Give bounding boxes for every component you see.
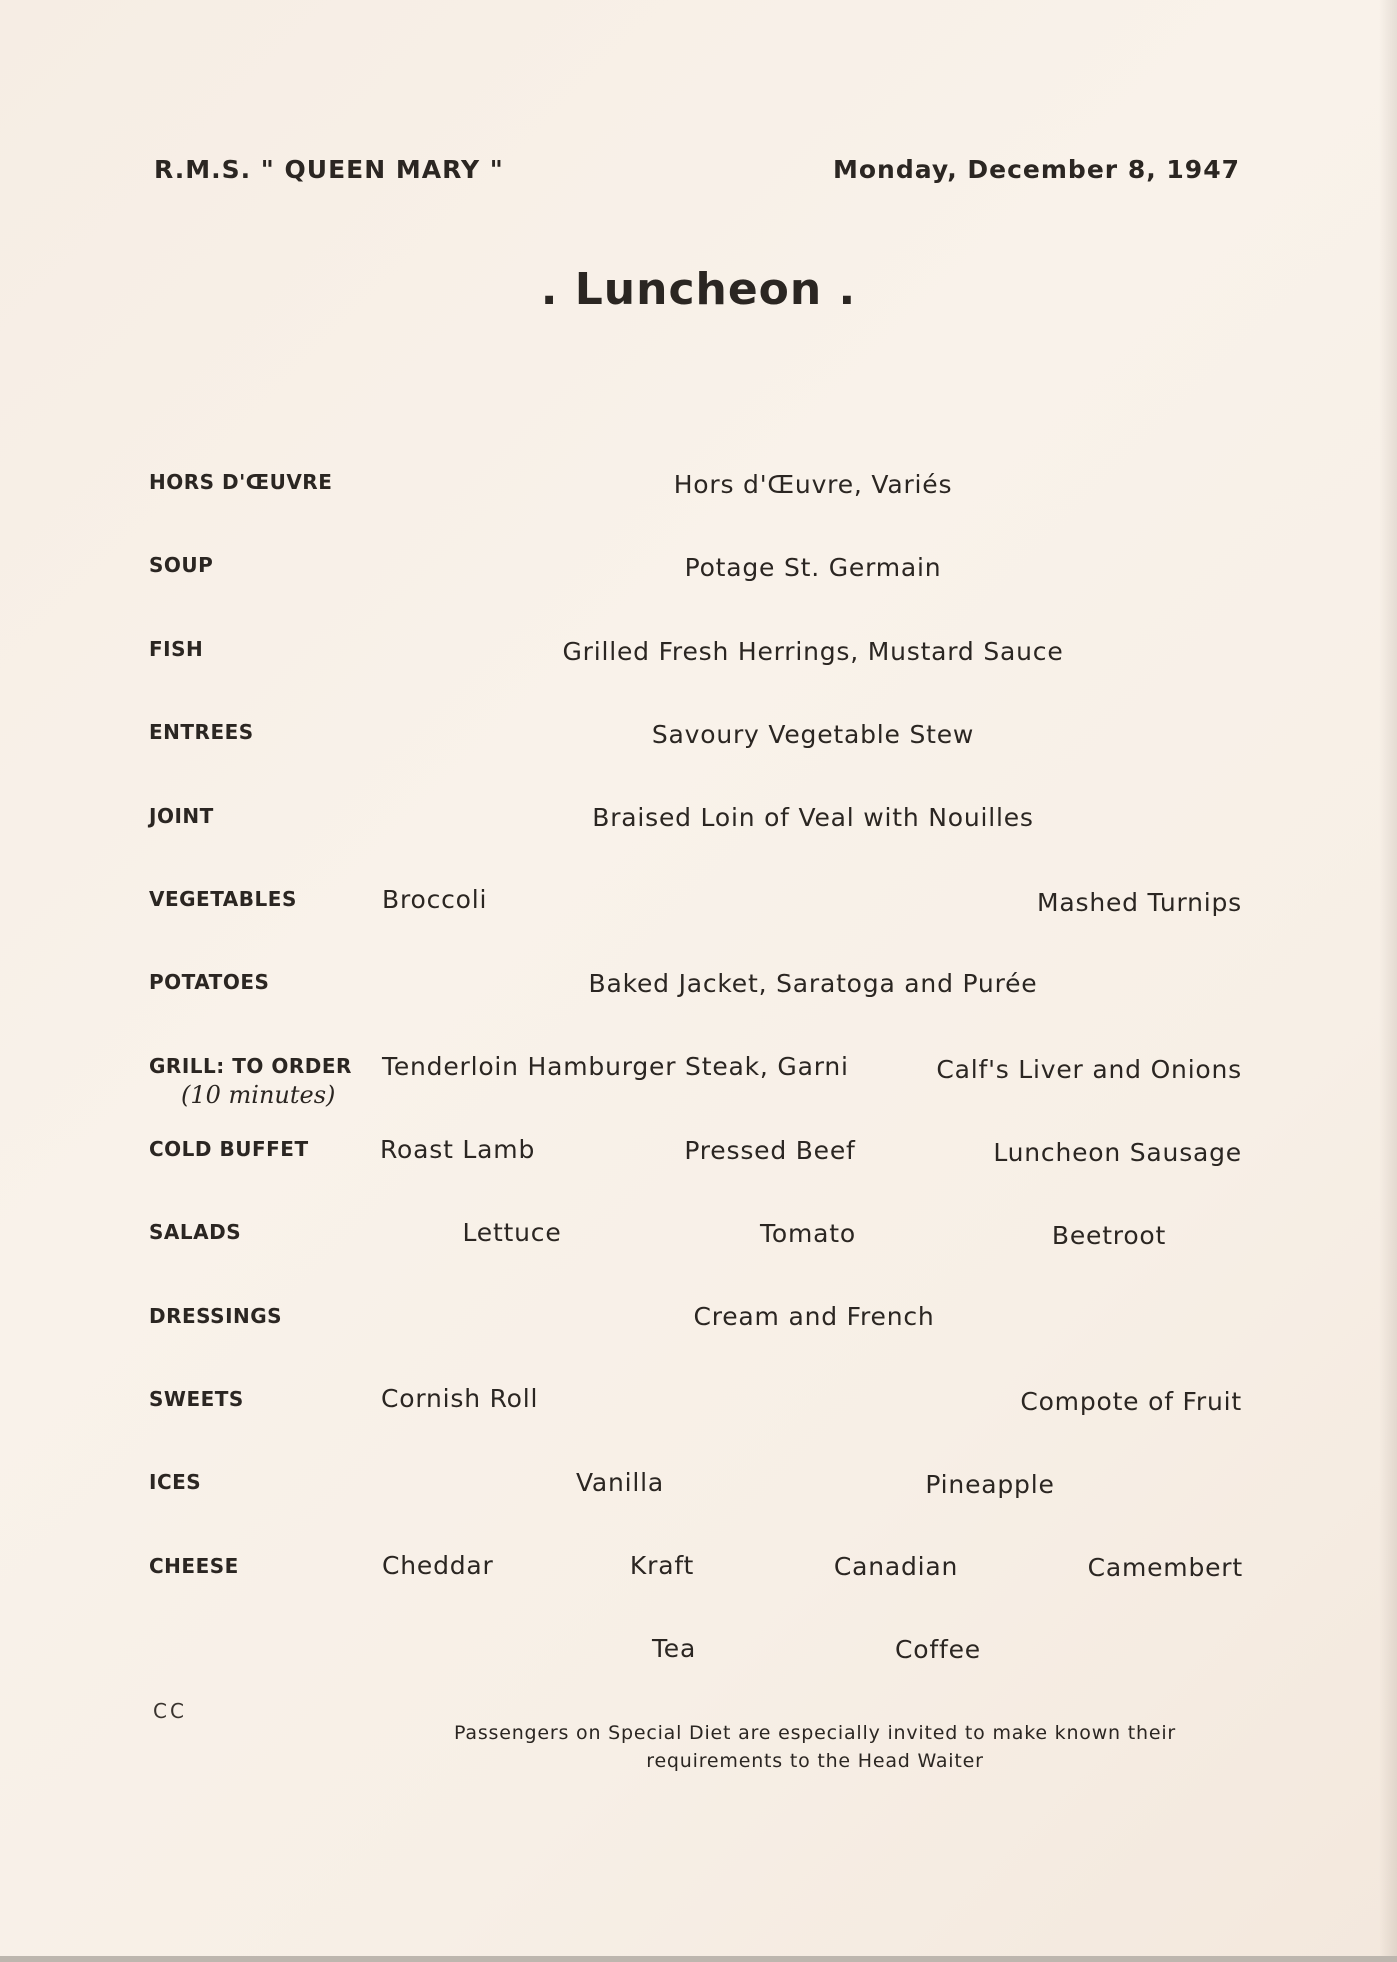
course-label-joint: JOINT: [149, 804, 214, 828]
notice-line-1: Passengers on Special Diet are especially invited to make known their: [453, 1722, 1177, 1744]
page-bottom-edge: [0, 1956, 1397, 1962]
dish-item: Pineapple: [925, 1470, 1055, 1499]
notice-line-2: requirements to the Head Waiter: [646, 1750, 984, 1772]
course-label-dressings: DRESSINGS: [149, 1304, 283, 1328]
dish-item: Tomato: [760, 1219, 856, 1248]
menu-date: Monday, December 8, 1947: [833, 155, 1240, 184]
special-diet-notice: [428, 1719, 1202, 1775]
dish-item: Vanilla: [575, 1468, 665, 1497]
course-label-cold-buffet: COLD BUFFET: [149, 1137, 309, 1161]
dish-item: Canadian: [833, 1552, 959, 1581]
dish-item: Mashed Turnips: [1037, 888, 1242, 917]
dish-item: Camembert: [1087, 1553, 1243, 1582]
dish-item: Grilled Fresh Herrings, Mustard Sauce: [562, 637, 1064, 666]
course-label-sweets: SWEETS: [149, 1387, 244, 1411]
beverage-coffee: Coffee: [895, 1635, 981, 1664]
dish-item: Savoury Vegetable Stew: [651, 720, 975, 749]
dish-item: Cream and French: [693, 1302, 935, 1331]
dish-item: Lettuce: [462, 1218, 562, 1247]
dish-item: Cheddar: [382, 1551, 494, 1580]
dish-item: Roast Lamb: [380, 1135, 536, 1164]
dish-item: Beetroot: [1051, 1221, 1167, 1250]
menu-title: . Luncheon .: [540, 264, 857, 315]
course-label-soup: SOUP: [149, 553, 214, 577]
course-label-potatoes: POTATOES: [149, 970, 270, 994]
dish-item: Hors d'Œuvre, Variés: [673, 470, 953, 499]
dish-item: Broccoli: [382, 885, 488, 914]
dish-item: Baked Jacket, Saratoga and Purée: [588, 969, 1038, 998]
course-note-grill: (10 minutes): [181, 1081, 336, 1109]
dish-item: Cornish Roll: [381, 1384, 539, 1413]
course-label-fish: FISH: [149, 637, 204, 661]
dish-item: Tenderloin Hamburger Steak, Garni: [382, 1052, 849, 1081]
course-label-cheese: CHEESE: [149, 1554, 239, 1578]
printer-initials: CC: [153, 1699, 187, 1723]
dish-item: Pressed Beef: [684, 1136, 856, 1165]
dish-item: Kraft: [629, 1551, 695, 1580]
course-label-hors-doeuvre: HORS D'ŒUVRE: [149, 470, 333, 494]
dish-item: Calf's Liver and Onions: [936, 1055, 1242, 1084]
dish-item: Luncheon Sausage: [993, 1138, 1242, 1167]
ship-name: R.M.S. " QUEEN MARY ": [154, 155, 504, 184]
course-label-ices: ICES: [149, 1470, 202, 1494]
dish-item: Potage St. Germain: [684, 553, 942, 582]
course-label-salads: SALADS: [149, 1220, 242, 1244]
dish-item: Compote of Fruit: [1020, 1387, 1242, 1416]
dish-item: Braised Loin of Veal with Nouilles: [592, 803, 1034, 832]
beverage-tea: Tea: [651, 1634, 697, 1663]
course-label-grill: GRILL: TO ORDER: [149, 1054, 352, 1078]
course-label-entrees: ENTREES: [149, 720, 254, 744]
course-label-vegetables: VEGETABLES: [149, 887, 297, 911]
